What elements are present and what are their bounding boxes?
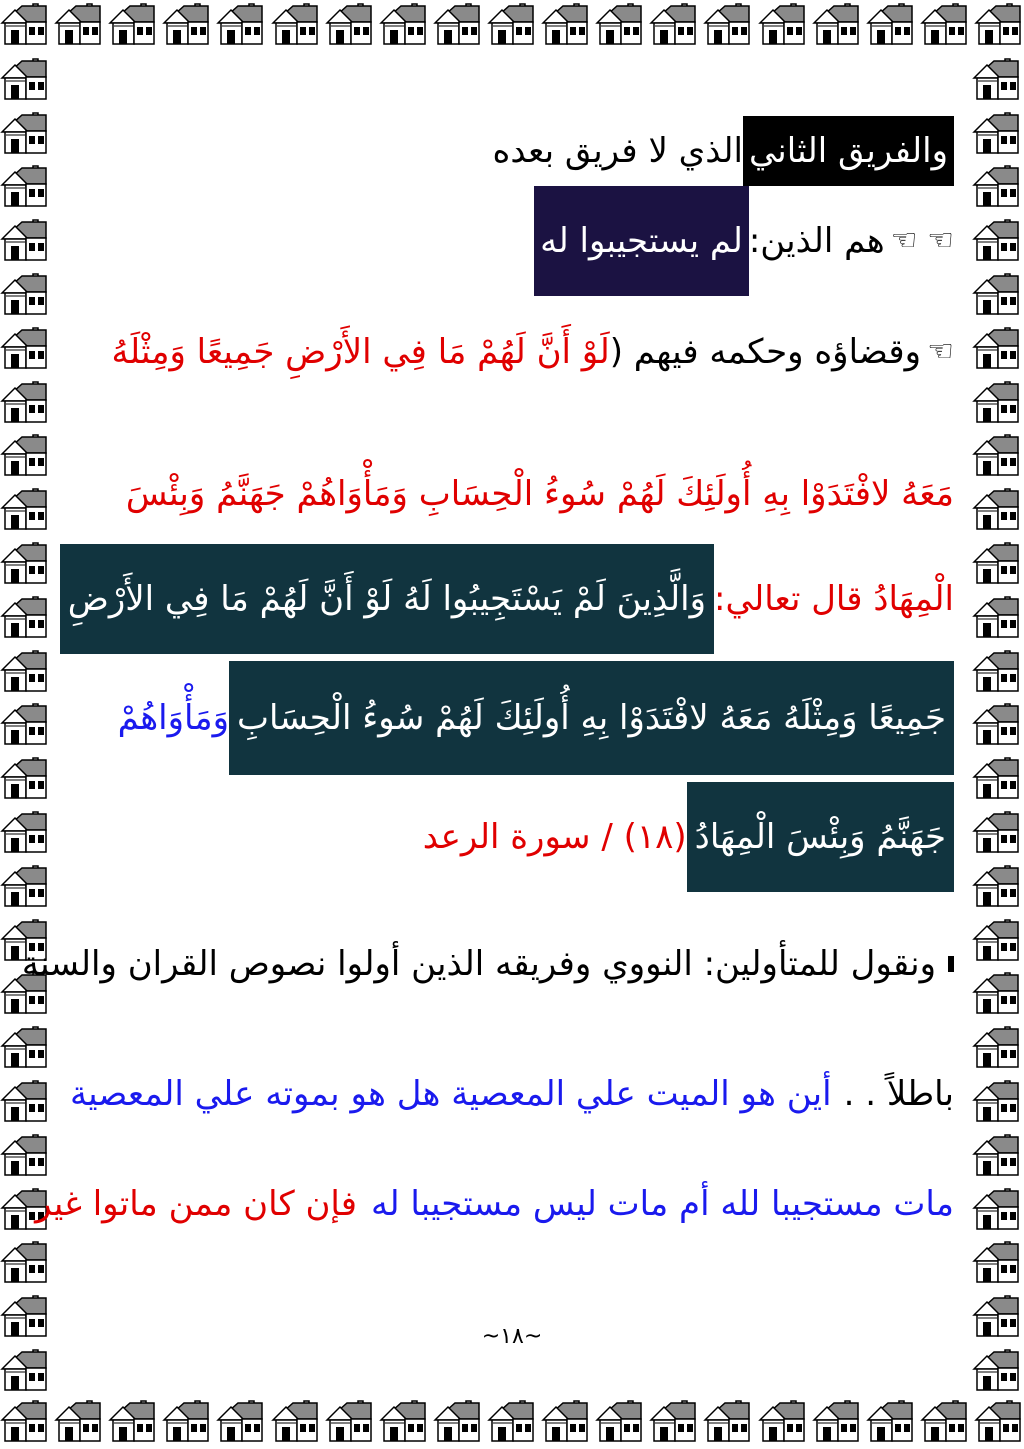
house-icon xyxy=(0,109,50,157)
house-icon xyxy=(0,1131,50,1179)
line-10-blue: مات مستجيبا لله أم مات ليس مستجيبا له xyxy=(371,1184,954,1224)
house-icon xyxy=(866,0,916,48)
house-icon xyxy=(0,1397,50,1445)
house-icon xyxy=(0,55,50,103)
house-icon xyxy=(379,0,429,48)
house-icon xyxy=(972,1023,1022,1071)
line-1 xyxy=(70,110,954,192)
house-icon xyxy=(0,1077,50,1125)
house-icon xyxy=(866,1397,916,1445)
house-icon xyxy=(972,431,1022,479)
line-8 xyxy=(21,932,954,996)
house-icon xyxy=(972,916,1022,964)
house-icon xyxy=(972,862,1022,910)
house-icon xyxy=(972,270,1022,318)
house-icon xyxy=(649,1397,699,1445)
line-9-blue: أين هو الميت علي المعصية هل هو بموته علي المعصية xyxy=(69,1074,832,1114)
top-border xyxy=(0,0,1024,52)
house-icon xyxy=(972,1131,1022,1179)
house-icon xyxy=(0,754,50,802)
house-icon xyxy=(487,1397,537,1445)
house-icon xyxy=(972,162,1022,210)
house-icon xyxy=(379,1397,429,1445)
surah-reference: (١٨) / سورة الرعد xyxy=(422,817,687,857)
line-8-text: ونقول للمتأولين: النووي وفريقه الذين أولوا نصوص القران والسنة xyxy=(21,944,936,984)
verse-highlight: وَالَّذِينَ لَمْ يَسْتَجِيبُوا لَهُ لَوْ أَنَّ لَهُمْ مَا فِي الأَرْضِ xyxy=(60,544,714,654)
house-icon xyxy=(487,0,537,48)
house-icon xyxy=(972,109,1022,157)
house-icon xyxy=(433,1397,483,1445)
house-icon xyxy=(972,808,1022,856)
line-10-red: فإن كان ممن ماتوا غير xyxy=(35,1184,358,1224)
house-icon xyxy=(0,862,50,910)
house-icon xyxy=(972,754,1022,802)
line-6 xyxy=(70,658,954,778)
house-icon xyxy=(0,216,50,264)
house-icon xyxy=(0,1346,50,1394)
house-icon xyxy=(216,0,266,48)
house-icon xyxy=(0,270,50,318)
line-5-red: الْمِهَادُ قال تعالي: xyxy=(714,579,954,619)
line-2 xyxy=(70,182,954,300)
house-icon xyxy=(595,0,645,48)
verse-highlight: جَهَنَّمُ وَبِئْسَ الْمِهَادُ xyxy=(687,782,954,892)
house-icon xyxy=(108,1397,158,1445)
house-icon xyxy=(271,1397,321,1445)
house-icon xyxy=(920,0,970,48)
house-icon xyxy=(162,1397,212,1445)
house-icon xyxy=(0,0,50,48)
house-icon xyxy=(433,0,483,48)
house-icon xyxy=(108,0,158,48)
house-icon xyxy=(703,0,753,48)
page-content xyxy=(21,52,954,1397)
house-icon xyxy=(972,700,1022,748)
house-icon xyxy=(541,1397,591,1445)
house-icon xyxy=(972,593,1022,641)
line-4 xyxy=(70,462,954,526)
house-icon xyxy=(758,0,808,48)
line-7 xyxy=(70,778,954,896)
square-bullet-icon xyxy=(948,956,954,972)
house-icon xyxy=(974,1397,1024,1445)
line-2-text: هم الذين: xyxy=(748,221,885,261)
house-icon xyxy=(972,485,1022,533)
house-icon xyxy=(972,1238,1022,1286)
line-3-text: وقضاؤه وحكمه فيهم ( xyxy=(609,332,922,372)
house-icon xyxy=(0,378,50,426)
house-icon xyxy=(972,647,1022,695)
house-icon xyxy=(0,808,50,856)
pointing-hand-icon: ☜ ☜ xyxy=(890,223,954,258)
house-icon xyxy=(0,1023,50,1071)
house-icon xyxy=(972,539,1022,587)
house-icon xyxy=(0,1238,50,1286)
house-icon xyxy=(974,0,1024,48)
line-9-black: باطلاً . . xyxy=(843,1074,954,1114)
line-3 xyxy=(70,320,954,384)
house-icon xyxy=(972,1185,1022,1233)
quran-quote: لَوْ أَنَّ لَهُمْ مَا فِي الأَرْضِ جَمِيعًا وَمِثْلَهُ xyxy=(111,332,610,372)
house-icon xyxy=(0,647,50,695)
highlight-heading: والفريق الثاني xyxy=(743,116,954,186)
house-icon xyxy=(972,216,1022,264)
line-5 xyxy=(67,540,954,658)
house-icon xyxy=(920,1397,970,1445)
page-number: ~١٨~ xyxy=(481,1324,543,1349)
house-icon xyxy=(0,700,50,748)
house-icon xyxy=(325,1397,375,1445)
house-icon xyxy=(325,0,375,48)
house-icon xyxy=(972,1077,1022,1125)
house-icon xyxy=(972,969,1022,1017)
house-icon xyxy=(54,1397,104,1445)
line-9 xyxy=(70,1062,954,1126)
house-icon xyxy=(972,1346,1022,1394)
house-icon xyxy=(541,0,591,48)
house-icon xyxy=(216,1397,266,1445)
right-border xyxy=(972,52,1024,1397)
house-icon xyxy=(972,324,1022,372)
heading-rest: الذي لا فريق بعده xyxy=(492,131,743,171)
house-icon xyxy=(703,1397,753,1445)
house-icon xyxy=(649,0,699,48)
pointing-hand-icon: ☜ xyxy=(927,334,954,369)
highlight-phrase: لم يستجيبوا له xyxy=(534,186,749,296)
house-icon xyxy=(0,324,50,372)
house-icon xyxy=(812,1397,862,1445)
house-icon xyxy=(0,539,50,587)
house-icon xyxy=(758,1397,808,1445)
house-icon xyxy=(271,0,321,48)
line-6-blue: وَمَأْوَاهُمْ xyxy=(117,698,230,738)
bottom-border xyxy=(0,1397,1024,1449)
house-icon xyxy=(0,431,50,479)
verse-highlight: جَمِيعًا وَمِثْلَهُ مَعَهُ لافْتَدَوْا بِهِ أُولَئِكَ لَهُمْ سُوءُ الْحِسَابِ xyxy=(229,661,954,775)
house-icon xyxy=(54,0,104,48)
quran-quote: مَعَهُ لافْتَدَوْا بِهِ أُولَئِكَ لَهُمْ سُوءُ الْحِسَابِ وَمَأْوَاهُمْ جَهَنَّمُ وَبِئْسَ xyxy=(125,474,954,514)
house-icon xyxy=(972,55,1022,103)
house-icon xyxy=(0,162,50,210)
house-icon xyxy=(0,593,50,641)
house-icon xyxy=(0,485,50,533)
house-icon xyxy=(812,0,862,48)
line-10 xyxy=(35,1172,954,1236)
house-icon xyxy=(162,0,212,48)
house-icon xyxy=(595,1397,645,1445)
house-icon xyxy=(972,378,1022,426)
